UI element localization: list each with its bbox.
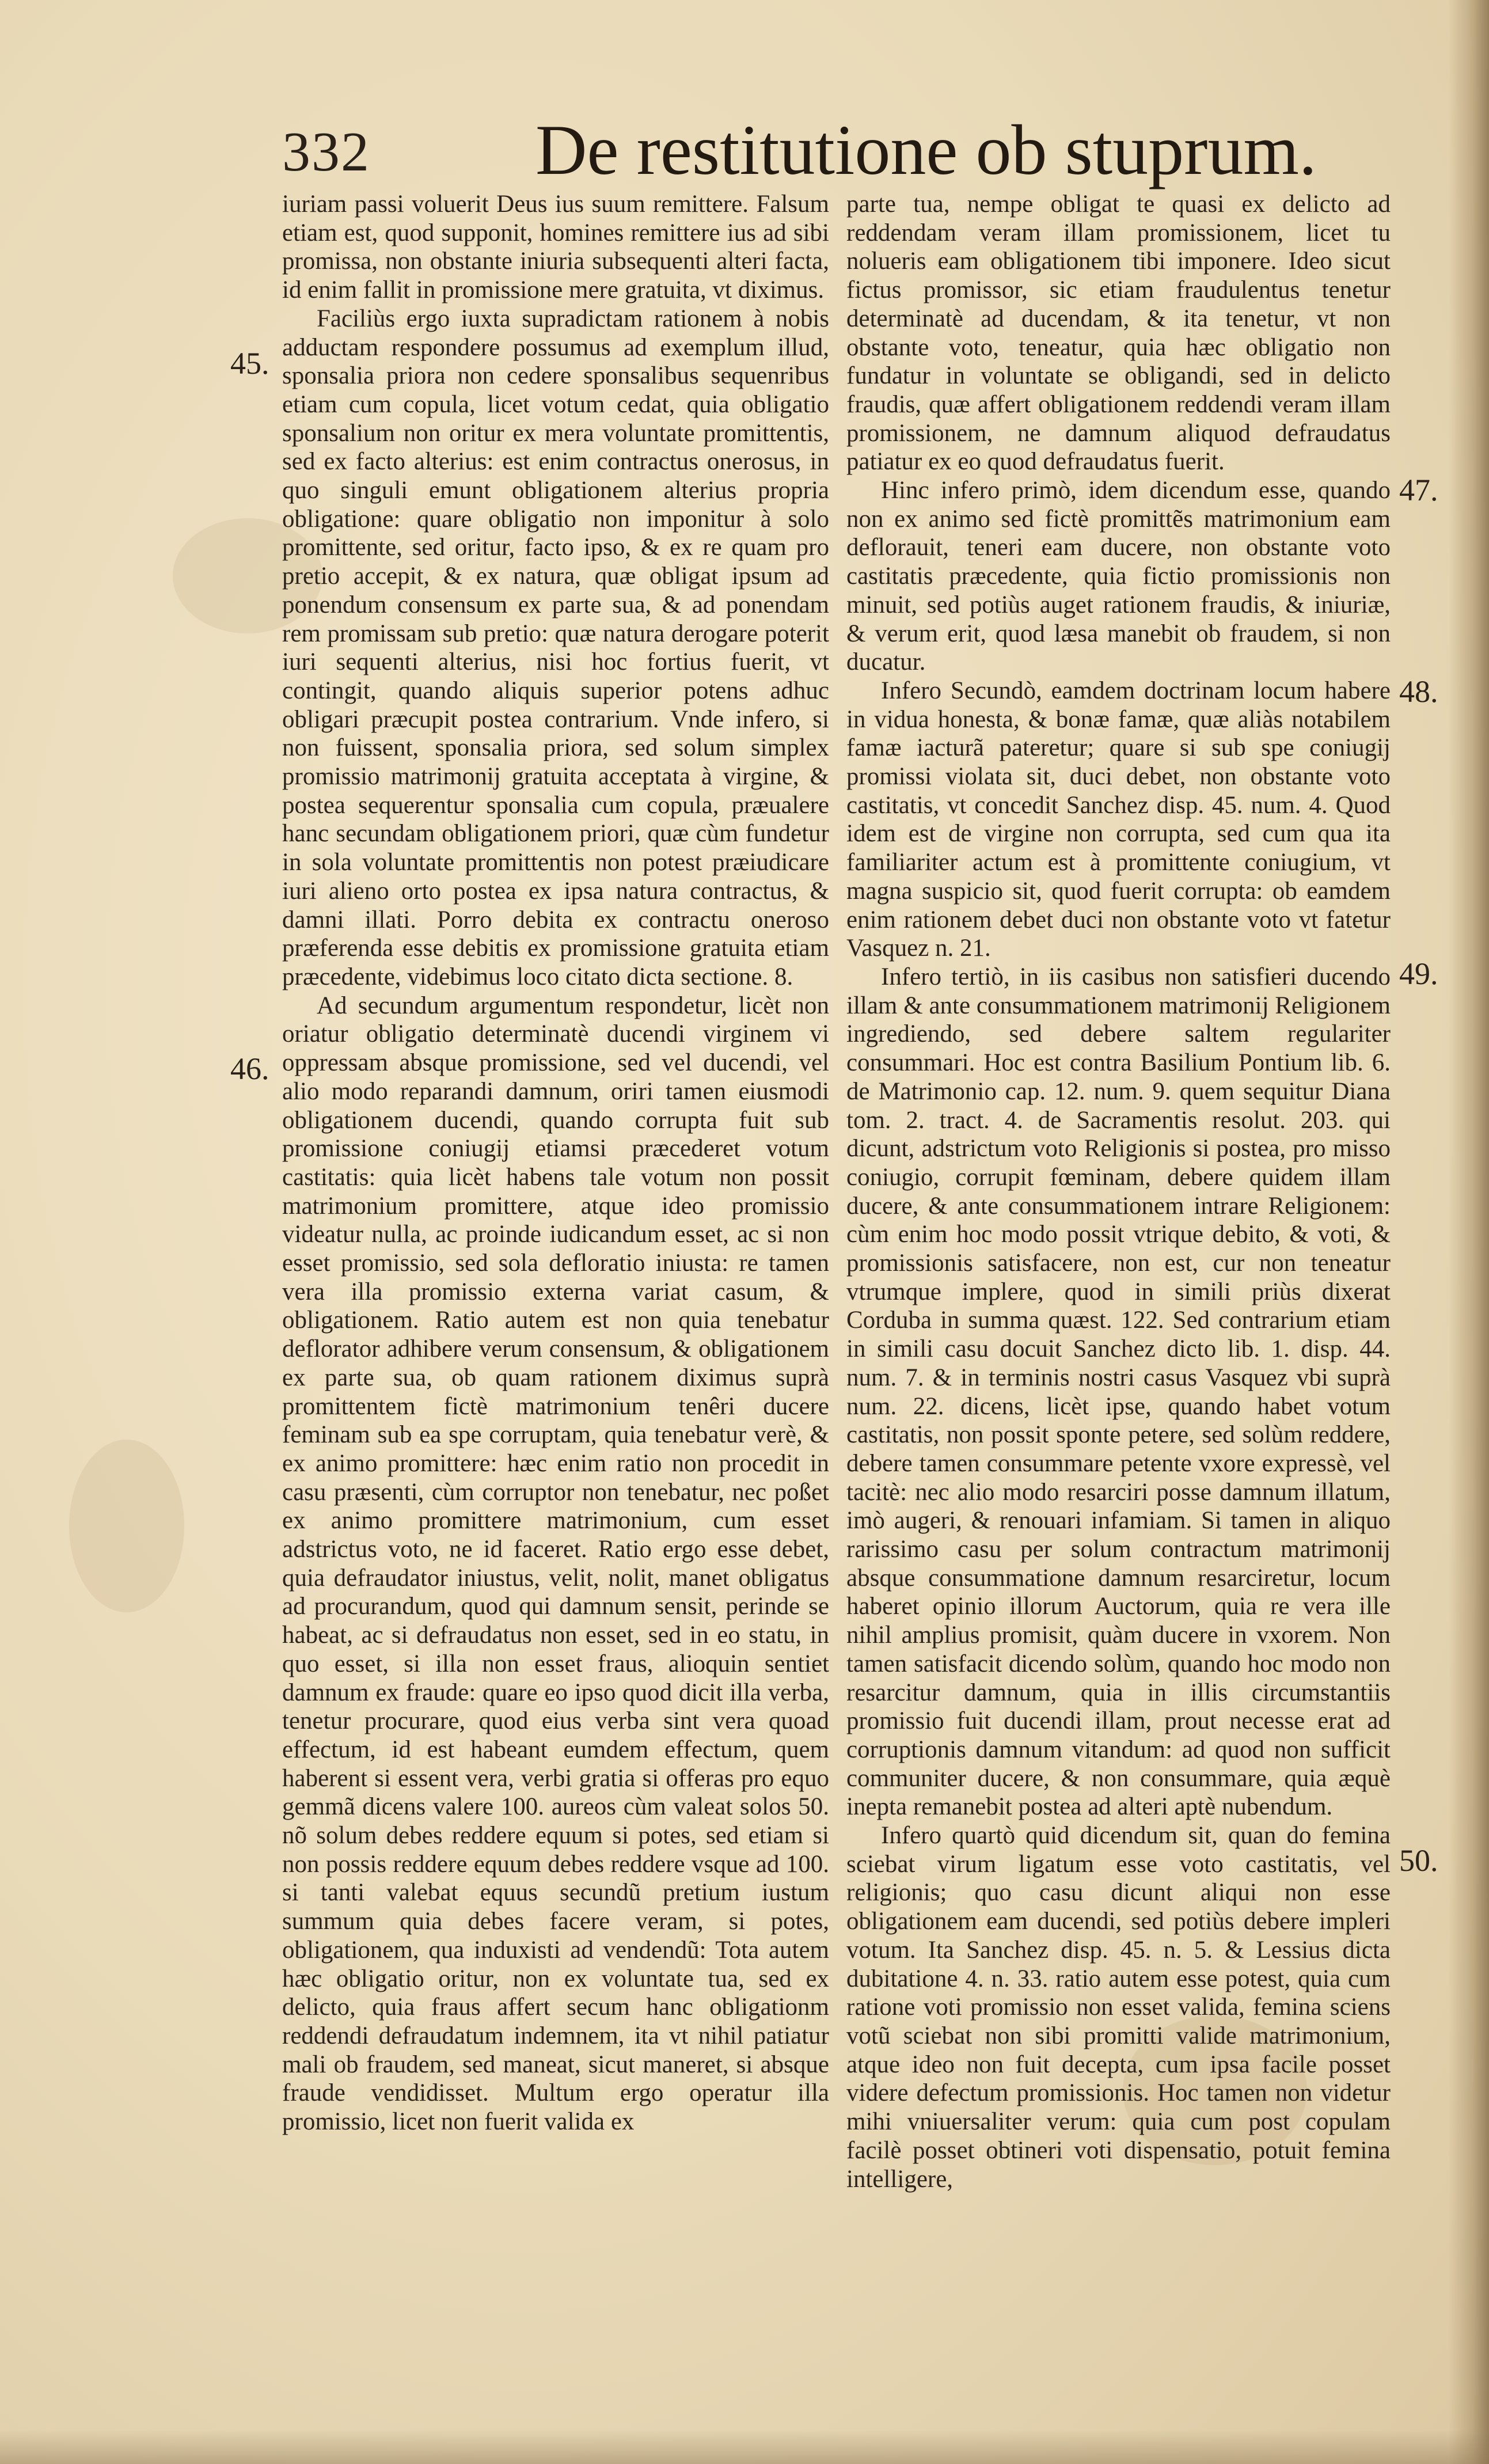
margin-number: 49. [1399, 956, 1438, 991]
paragraph: Ad secundum argumentum respondetur, licèt non oriatur obligatio determinatè ducendi virginem vi oppressam absque promissione, sed vel ducendi, vel alio modo reparandi damnum, oriri tamen eiusmodi obligationem ducendi, quando corrupta fuit sub promissione coniugij etiamsi præcederet votum castitatis: quia licèt habens tale votum non possit matrimonium promittere, atque ideo promissio videatur nulla, ac proinde iudicandum esset, ac si non esset promissio, sed sola defloratio iniusta: re tamen vera illa promissio externa variat casum, & obligationem. Ratio autem est non quia tenebatur deflorator adhibere verum consensum, & obligationem ex parte sua, ob quam rationem diximus suprà promittentem fictè matrimonium tenêri ducere feminam sub ea spe corruptam, quia tenebatur verè, & ex animo promittere: hæc enim ratio non procedit in casu præsenti, cùm corruptor non tenebatur, nec poßet ex animo promittere matrimonium, cum esset adstrictus voto, ne id faceret. Ratio ergo esse debet, quia defraudator iniustus, velit, nolit, manet obligatus ad procurandum, quod qui damnum sensit, perinde se habeat, ac si defraudatus non esset, sed in eo statu, in quo esset, si illa non esset fraus, alioquin sentiet damnum ex fraude: quare eo ipso quod dicit illa verba, tenetur procurare, quod eius verba sint vera quoad effectum, id est habeant eumdem effectum, quem haberent si essent vera, verbi gratia si offeras pro equo gemmã dicens valere 100. aureos cùm valeat solos 50. nõ solum debes reddere equum si potes, sed etiam si non possis reddere equum debes reddere vsque ad 100. si tanti valebat equus secundũ pretium iustum summum quia debes facere veram, si potes, obligationem, qua induxisti ad vendendũ: Tota autem hæc obligatio oritur, non ex voluntate tua, sed ex delicto, quia fraus affert secum hanc obligationm reddendi defraudatum indemnem, ita vt nihil patiatur mali ob fraudem, sed maneat, sicut maneret, si absque fraude vendidisset. Multum ergo operatur illa promissio, licet non fuerit valida ex [282, 992, 829, 2136]
margin-number: 46. [230, 1051, 269, 1086]
left-column [282, 190, 829, 2136]
page-edge-shadow [0, 2429, 1489, 2464]
right-column [846, 190, 1391, 2193]
paragraph: iuriam passi voluerit Deus ius suum remittere. Falsum etiam est, quod supponit, homines remittere ius ad sibi promissa, non obstante iniuria subsequenti alteri facta, id enim fallit in promissione mere gratuita, vt diximus. [282, 191, 829, 304]
page-header [282, 109, 1317, 190]
paragraph: parte tua, nempe obligat te quasi ex delicto ad reddendam veram illam promissionem, licet tu nolueris eam obligationem tibi imponere. Ideo sicut fictus promissor, sic etiam fraudulentus tenetur determinatè ad ducendam, & ita tenetur, vt non obstante voto, teneatur, quia hæc obligatio non fundatur in voluntate se obligandi, sed in delicto fraudis, quæ affert obligationem reddendi veram illam promissionem, ne damnum aliquod defraudatus patiatur ex eo quod defraudatus fuerit. [846, 191, 1391, 476]
paragraph: Faciliùs ergo iuxta supradictam rationem à nobis adductam respondere possumus ad exemplum illud, sponsalia priora non cedere sponsalibus sequenribus etiam cum copula, licet votum cedat, quia obligatio sponsalium non oritur ex mera voluntate promittentis, sed ex facto alterius: est enim contractus onerosus, in quo singuli emunt obligationem alterius propria obligatione: quare obligatio non imponitur à solo promittente, sed oritur, facto ipso, & ex re quam pro pretio accepit, & ex natura, quæ obligat ipsum ad ponendum consensum ex parte sua, & ad ponendam rem promissam sub pretio: quæ natura derogare poterit iuri sequenti alterius, nisi hoc fortius fuerit, vt contingit, quando aliquis superior potens adhuc obligari præcupit postea contrarium. Vnde infero, si non fuissent, sponsalia priora, sed solum simplex promissio matrimonij gratuita acceptata à virgine, & postea sequerentur sponsalia cum copula, præualere hanc secundam obligationem priori, quæ cùm fundetur in sola voluntate promittentis non potest præiudicare iuri alieno orto postea ex ipsa natura contractus, & damni illati. Porro debita ex contractu oneroso præferenda esse debitis ex promissione gratuita etiam præcedente, videbimus loco citato dicta sectione. 8. [282, 305, 829, 990]
margin-number: 45. [230, 346, 269, 381]
paragraph: Infero quartò quid dicendum sit, quan do femina sciebat virum ligatum esse voto castitatis, vel religionis; quo casu dicunt aliqui non esse obligationem eam ducendi, sed potiùs debere impleri votum. Ita Sanchez disp. 45. n. 5. & Lessius dicta dubitatione 4. n. 33. ratio autem esse potest, quia cum ratione voti promissio non esset valida, femina sciens votũ sciebat non sibi promitti valide matrimonium, atque ideo non fuit decepta, cum ipsa facile posset videre defectum promissionis. Hoc tamen non videtur mihi vniuersaliter verum: quia cum post copulam facilè posset obtineri voti dispensatio, potuit femina intelligere, [846, 1822, 1391, 2193]
paragraph: Infero Secundò, eamdem doctrinam locum habere in vidua honesta, & bonæ famæ, quæ aliàs notabilem famæ iacturã pateretur; quare si sub spe coniugij promissi violata sit, duci debet, non obstante voto castitatis, vt concedit Sanchez disp. 45. num. 4. Quod idem est de virgine non corrupta, sed cum qua ita familiariter actum est à promittente coniugium, vt magna suspicio sit, quod fuerit corrupta: ob eamdem enim rationem debet duci non obstante voto vt fatetur Vasquez n. 21. [846, 677, 1391, 962]
margin-number: 48. [1399, 674, 1438, 709]
page-edge-shadow [1449, 0, 1489, 2464]
paragraph: Hinc infero primò, idem dicendum esse, quando non ex animo sed fictè promittẽs matrimonium eam deflorauit, teneri eam ducere, non obstante voto castitatis præcedente, quia fictio promissionis non minuit, sed potiùs auget rationem fraudis, & iniuriæ, & verum erit, quod læsa manebit ob fraudem, si non ducatur. [846, 477, 1391, 676]
margin-number: 50. [1399, 1843, 1438, 1878]
margin-number: 47. [1399, 473, 1438, 507]
running-title: De restitutione ob stuprum. [535, 111, 1317, 189]
paper-stain [69, 1440, 184, 1612]
paragraph: Infero tertiò, in iis casibus non satisfieri ducendo illam & ante consummationem matrimonij Religionem ingrediendo, sed debere saltem regulariter consummari. Hoc est contra Basilium Pontium lib. 6. de Matrimonio cap. 12. num. 9. quem sequitur Diana tom. 2. tract. 4. de Sacramentis resolut. 203. qui dicunt, adstrictum voto Religionis si postea, pro misso coniugio, corrupit fœminam, debere quidem illam ducere, & ante consummationem intrare Religionem: cùm enim hoc modo possit vtrique debito, & voti, & promissionis satisfacere, non est, cur non teneatur vtrumque implere, quod in simili priùs dixerat Corduba in summa quæst. 122. Sed contrarium etiam in simili casu docuit Sanchez dicto lib. 1. disp. 44. num. 7. & in terminis nostri casus Vasquez vbi suprà num. 22. dicens, licèt ipse, quando habet votum castitatis, non possit sponte petere, sed solùm reddere, debere tamen consummare petente vxore expressè, vel tacitè: nec alio modo resarciri posse damnum illatum, imò augeri, & renouari infamiam. Si tamen in aliquo rarissimo casu per solum contractum matrimonij absque consummatione damnum resarciretur, locum haberet opinio illorum Auctorum, quia re vera ille nihil amplius promisit, quàm ducere in vxorem. Non tamen satisfacit dicendo solùm, quando hoc modo non resarcitur damnum, quia in illis circumstantiis promissio fuit ducendi illam, prout necesse erat ad corruptionis damnum vitandum: ad quod non sufficit communiter ducere, & non consummare, quia æquè inepta remanebit postea ad alteri aptè nubendum. [846, 963, 1391, 1821]
page-number: 332 [282, 121, 370, 183]
